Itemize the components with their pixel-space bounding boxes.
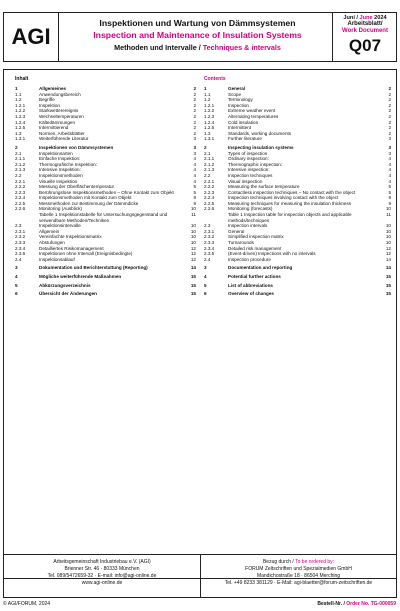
toc-entry-title: Standards, working documents (228, 130, 292, 136)
toc-entry-title: Begriffe (39, 97, 55, 103)
distributor-address: Mandichostraße 18 · 86504 Merching (256, 573, 341, 579)
contents-english (204, 76, 393, 297)
title-english: Inspection and Maintenance of Insulation Systems (93, 30, 302, 40)
toc-entry-number: 2.3.1 (15, 228, 26, 234)
toc-entry-title: Intermittierend (39, 125, 69, 131)
header (3, 12, 397, 62)
toc-entry-page: 2 (388, 130, 391, 136)
toc-entry (15, 291, 198, 297)
toc-entry-number: 2.3.5 (204, 251, 215, 257)
toc-entry-page: 2 (388, 102, 391, 108)
toc-entry-number: 4 (15, 274, 18, 279)
toc-entry-title: Visuelle Inspektion (39, 178, 78, 184)
toc-entry-number: 2.2 (15, 172, 22, 178)
toc-entry (204, 136, 393, 142)
toc-entry-page: 5 (388, 189, 391, 195)
toc-entry-title: Kältedämmungen (39, 119, 76, 125)
toc-entry-title: List of abbreviations (228, 282, 273, 288)
toc-entry-number: 1.2.3 (15, 113, 26, 119)
toc-entry-number: 1.2.2 (15, 108, 26, 114)
toc-entry-page: 2 (193, 86, 196, 91)
toc-entry-title: Anwendungsbereich (39, 91, 81, 97)
toc-entry-title: Documentation and reporting (228, 265, 293, 271)
sheet-label-english: Work Document (342, 28, 388, 34)
toc-entry-page: 4 (193, 161, 196, 167)
toc-entry-title: Thermografische Inspektion: (39, 161, 97, 167)
toc-entry-title: Ordinary inspection: (228, 156, 269, 162)
toc-entry-number: 1.2.5 (15, 125, 26, 131)
document-info (332, 13, 397, 61)
toc-entry (15, 257, 198, 263)
agi-logo: AGI (4, 13, 59, 61)
toc-entry-number: 1.2.2 (204, 108, 215, 114)
toc-entry-title: Terminology (228, 97, 253, 103)
toc-entry-number: 1.1 (15, 91, 22, 97)
toc-entry-page: 2 (193, 113, 196, 119)
toc-entry-number: 2.1.3 (204, 167, 215, 173)
publisher-name: Arbeitsgemeinschaft Industriebau e.V. (AGI) (53, 559, 151, 565)
toc-entry-page: 3 (193, 136, 196, 142)
toc-entry-page: 11 (191, 212, 196, 218)
toc-entry-title: Inspektionsarten (39, 150, 73, 156)
toc-entry-page: 3 (193, 150, 196, 156)
toc-entry-title: Potential further actions (228, 274, 281, 279)
toc-entry-number: 3 (204, 265, 207, 271)
toc-entry-title: Messung der Oberflächentemperatur (39, 184, 115, 190)
toc-entry-number: 2.2.4 (15, 195, 26, 201)
toc-entry-page: 2 (388, 113, 391, 119)
toc-entry-title: Monitoring (forecasts) (228, 206, 273, 212)
toc-entry-number: 2.3.3 (15, 240, 26, 246)
toc-entry-title: Cold insulation (228, 119, 259, 125)
toc-entry-title: General (228, 228, 245, 234)
toc-entry-title: Normen, Arbeitsblätter (39, 130, 85, 136)
toc-entry-title: Mögliche weiterführende Maßnahmen (39, 274, 122, 279)
publisher-info (4, 555, 200, 597)
toc-entry-number: 5 (204, 282, 207, 288)
toc-entry-title: Inspektionsintervalle (39, 223, 81, 229)
toc-entry-number: 2.2.4 (204, 195, 215, 201)
contents-heading-english: Contents (204, 76, 226, 82)
publisher-website: www.agi-online.de (81, 580, 123, 586)
toc-entry-page: 3 (388, 144, 391, 150)
toc-entry-number: 2.2.1 (15, 178, 26, 184)
toc-entry-title: Inspektionsmethoden (39, 172, 83, 178)
toc-entry (204, 291, 393, 297)
toc-entry-number: 2.4 (204, 256, 211, 262)
toc-entry-number: 2.2 (204, 172, 211, 178)
toc-list-german (15, 86, 198, 297)
toc-entry-number: 2.1.1 (15, 156, 26, 162)
contents-german (15, 76, 198, 297)
toc-entry-title: Inspection intervals (228, 223, 268, 229)
toc-entry-title: Inspektion (39, 102, 60, 108)
toc-entry-page: 2 (193, 102, 196, 108)
toc-entry-title: Übersicht der Änderungen (39, 291, 97, 297)
toc-entry-page: 3 (193, 144, 196, 150)
toc-entry-number: 2.2.3 (204, 189, 215, 195)
toc-entry-title: Tabelle 1 Inspektionstabelle für Untersuchungsgegenstand und verwendbare Methoden/Techniken (39, 212, 168, 223)
toc-entry-page: 4 (193, 178, 196, 184)
toc-entry-page: 12 (190, 251, 196, 257)
publisher-address: Brienner Str. 46 · 80333 München (64, 566, 140, 572)
subtitle (64, 43, 331, 52)
order-number (317, 601, 396, 607)
toc-entry-title: (Event-driven) Inspections with no intervals (228, 251, 316, 257)
toc-entry-title: Detailed risk management (228, 245, 282, 251)
date-german: Juni / (343, 15, 358, 21)
order-label (201, 559, 396, 566)
toc-entry-number: 1.2.4 (204, 119, 215, 125)
toc-entry-number: 2.3.4 (15, 245, 26, 251)
sheet-label-german: Arbeitsblatt/ (347, 21, 383, 27)
contents-heading-german: Inhalt (15, 76, 29, 82)
toc-entry-page: 14 (385, 256, 391, 262)
toc-entry-number: 2.3.2 (204, 234, 215, 240)
toc-entry (15, 212, 198, 223)
toc-entry-page: 10 (190, 234, 196, 240)
toc-entry-number: 1 (204, 86, 207, 91)
toc-entry-number: 2.3.5 (15, 251, 26, 257)
distributor-info (200, 555, 396, 597)
toc-entry-number: 6 (204, 291, 207, 297)
copyright: © AGI/FORUM, 2024 (3, 601, 51, 607)
toc-entry-page: 2 (388, 86, 391, 91)
toc-entry-number: 2.4 (15, 256, 22, 262)
toc-entry-page: 4 (388, 156, 391, 162)
toc-entry-title: Visual inspection (228, 178, 263, 184)
toc-entry-page: 10 (385, 228, 391, 234)
toc-entry-number: 3 (15, 265, 18, 271)
toc-entry-page: 2 (193, 108, 196, 114)
toc-entry-number: 1.3 (15, 130, 22, 136)
toc-entry-page: 2 (193, 125, 196, 131)
toc-entry-page: 2 (388, 119, 391, 125)
sheet-label (333, 21, 397, 35)
toc-entry-title: Further literature (228, 136, 262, 142)
toc-entry-number: 2 (15, 144, 18, 150)
toc-entry-title: Abkürzungsverzeichnis (39, 282, 91, 288)
toc-entry-number: 2.2.1 (204, 178, 215, 184)
toc-entry-number: 1 (15, 86, 18, 91)
toc-entry-number: 2.3 (15, 223, 22, 229)
toc-entry-title: Inspection (228, 102, 249, 108)
toc-entry-page: 4 (388, 161, 391, 167)
toc-entry-number: 2.3.1 (204, 228, 215, 234)
toc-entry-title: Inspektionen von Dämmsystemen (39, 144, 114, 150)
toc-entry-number: 5 (15, 282, 18, 288)
toc-entry-number: 4 (204, 274, 207, 279)
toc-list-english (204, 86, 393, 297)
toc-entry-page: 14 (385, 265, 391, 271)
toc-entry-page: 5 (388, 184, 391, 190)
toc-entry-title: Inspektionsmethoden mit Kontakt zum Objekt (39, 195, 132, 201)
publisher-contact: Tel. 089/5472659-32 · E-mail: info@agi-online.de (47, 573, 157, 579)
toc-entry-number: 2.2.5 (204, 200, 215, 206)
toc-entry-number: 2.2.6 (204, 206, 215, 212)
toc-entry-page: 9 (388, 200, 391, 206)
toc-entry-number: 2.1 (204, 150, 211, 156)
toc-entry-page: 2 (193, 97, 196, 103)
toc-entry-page: 3 (388, 150, 391, 156)
toc-entry-title: Berührungslose Inspektionsmethoden – Ohne Kontakt zum Objekt (39, 189, 174, 195)
toc-entry-page: 4 (193, 156, 196, 162)
document-code: Q07 (348, 36, 382, 55)
toc-entry-page: 8 (193, 195, 196, 201)
toc-entry-number: 2.1 (15, 150, 22, 156)
toc-entry-page: 4 (388, 178, 391, 184)
toc-entry-number: 2.1.2 (15, 161, 26, 167)
toc-entry-number: 1.2 (204, 97, 211, 103)
toc-entry (204, 265, 393, 271)
toc-entry-page: 10 (385, 206, 391, 212)
toc-entry-title: Intensive inspection: (228, 167, 270, 173)
order-number-english: Order No. TG-000059 (346, 601, 396, 607)
toc-entry-title: Abstufungen (39, 240, 65, 246)
title-german: Inspektionen und Wartung von Dämmsystemen (99, 18, 296, 28)
toc-entry-title: Inspection techniques involving contact with the object (228, 195, 339, 201)
toc-entry-number: 1.1 (204, 91, 211, 97)
toc-entry-title: Intermittent (228, 125, 251, 131)
toc-entry-title: Inspection techniques (228, 172, 273, 178)
toc-entry-number: 2.3.3 (204, 240, 215, 246)
toc-entry (15, 136, 198, 142)
toc-entry-number: 2.3.4 (204, 245, 215, 251)
toc-entry-page: 14 (190, 265, 196, 271)
toc-entry-page: 5 (193, 184, 196, 190)
order-label-german: Bezug durch / (262, 559, 294, 565)
toc-entry-page: 4 (388, 172, 391, 178)
toc-entry-page: 9 (193, 200, 196, 206)
toc-entry-title: Wechseltemperaturen (39, 113, 84, 119)
toc-entry-title: Inspection procedure (228, 256, 271, 262)
toc-entry (204, 212, 393, 223)
subtitle-german: Methoden und Intervalle / (114, 43, 201, 52)
toc-entry-number: 2.3.2 (15, 234, 26, 240)
toc-entry-page: 2 (388, 91, 391, 97)
toc-entry-number: 2.1.2 (204, 161, 215, 167)
toc-entry-page: 10 (385, 240, 391, 246)
toc-entry-number: 6 (15, 291, 18, 297)
toc-entry-title: Scope (228, 91, 242, 97)
toc-entry-page: 10 (190, 240, 196, 246)
toc-entry-page: 4 (193, 172, 196, 178)
toc-entry-page: 15 (385, 291, 391, 297)
toc-entry (15, 265, 198, 271)
toc-entry-page: 12 (190, 256, 196, 262)
toc-entry-page: 10 (190, 223, 196, 229)
toc-entry-title: Table 1 Inspection table for inspection objects and applicable methods/techniques (228, 212, 352, 223)
toc-entry-page: 2 (193, 119, 196, 125)
toc-entry-number: 1.3.1 (15, 136, 26, 142)
toc-entry-page: 2 (193, 130, 196, 136)
toc-entry-title: Types of inspection (228, 150, 268, 156)
toc-entry-page: 10 (385, 223, 391, 229)
toc-entry-title: Inspektionsablauf (39, 256, 75, 262)
toc-entry-number: 1.2.1 (204, 102, 215, 108)
toc-entry-number: 1.2.5 (204, 125, 215, 131)
toc-entry-page: 15 (385, 282, 391, 288)
subtitle-english: Techniques & intervals (202, 43, 281, 52)
toc-entry-page: 12 (385, 251, 391, 257)
toc-entry (204, 257, 393, 263)
toc-entry-page: 2 (193, 91, 196, 97)
toc-entry-page: 12 (385, 245, 391, 251)
toc-entry (204, 283, 393, 289)
date-year: 2024 (374, 15, 387, 21)
toc-entry-page: 15 (190, 282, 196, 288)
toc-entry-page: 10 (190, 228, 196, 234)
order-label-english: To be ordered by: (295, 559, 335, 565)
toc-entry-number: 2.2.2 (204, 184, 215, 190)
toc-entry-title: Weiterführende Literatur (39, 136, 89, 142)
toc-entry-title: Allgemein (39, 228, 60, 234)
distributor-name: FORUM Zeitschriften und Spezialmedien GmbH (245, 566, 352, 572)
toc-entry-title: Einfache Inspektion: (39, 156, 81, 162)
toc-entry-number: 1.3 (204, 130, 211, 136)
toc-entry-number: 1.2.3 (204, 113, 215, 119)
toc-entry-page: 4 (193, 167, 196, 173)
toc-entry-title: Intensive Inspektion: (39, 167, 81, 173)
toc-entry-page: 8 (388, 195, 391, 201)
toc-entry-title: Simplified inspection matrix (228, 234, 284, 240)
toc-entry-title: Detailliertes Risikomanagement (39, 245, 104, 251)
toc-entry-page: 2 (388, 97, 391, 103)
toc-entry (15, 283, 198, 289)
toc-entry-title: Measuring techniques for measuring the insulation thickness (228, 200, 352, 206)
toc-entry-number: 2.1.3 (15, 167, 26, 173)
contents-box (3, 69, 397, 579)
toc-entry-page: 2 (388, 108, 391, 114)
toc-entry-number: 2.2.6 (15, 206, 26, 212)
toc-entry-page: 5 (193, 189, 196, 195)
toc-entry-page: 10 (385, 234, 391, 240)
toc-entry-page: 4 (388, 167, 391, 173)
toc-entry-page: 12 (190, 245, 196, 251)
date-english: June (359, 15, 373, 21)
toc-entry-number: 1.2.4 (15, 119, 26, 125)
toc-entry-number: 1.2.1 (15, 102, 26, 108)
distributor-contact: Tel. +49 8233 381129 · E-Mail: agi-blaetter@forum-zeitschriften.de (224, 580, 373, 586)
toc-entry-page: 15 (385, 274, 391, 279)
toc-entry-number: 2.2.5 (15, 200, 26, 206)
toc-entry-page: 11 (386, 212, 391, 218)
toc-entry-page: 15 (190, 291, 196, 297)
toc-entry-number: 2.3 (204, 223, 211, 229)
toc-entry-title: Turnarounds (228, 240, 254, 246)
toc-entry-title: Vereinfachte Inspektionsmatrix (39, 234, 102, 240)
toc-entry-title: Alternating temperatures (228, 113, 279, 119)
toc-entry-number: 1.3.1 (204, 136, 215, 142)
toc-entry-number: 2 (204, 144, 207, 150)
toc-entry-title: Inspektionen ohne Intervall (Ereignisbedingte) (39, 251, 133, 257)
toc-entry-title: Extreme weather event (228, 108, 276, 114)
toc-entry (15, 274, 198, 280)
toc-entry-page: 15 (190, 274, 196, 279)
toc-entry-title: Measuring the surface temperature (228, 184, 300, 190)
toc-entry-title: Inspecting insulation systems (228, 144, 294, 150)
toc-entry-number: 1.2 (15, 97, 22, 103)
footer (3, 554, 397, 598)
toc-entry-title: Starkwetterereignis (39, 108, 79, 114)
header-titles (64, 13, 331, 61)
toc-entry-number: 2.1.1 (204, 156, 215, 162)
toc-entry-page: 2 (388, 125, 391, 131)
toc-entry-page: 3 (388, 136, 391, 142)
toc-entry-title: Dokumentation und Berichterstattung (Reporting) (39, 265, 148, 271)
toc-entry-title: Messmethoden zur Bestimmung der Dämmdicke (39, 200, 139, 206)
toc-entry-title: Thermographic inspection: (228, 161, 283, 167)
toc-entry-title: Overview of changes (228, 291, 274, 297)
toc-entry-number: 2.2.3 (15, 189, 26, 195)
toc-entry-title: Contactless inspection techniques – No contact with the object (228, 189, 356, 195)
toc-entry-number: 2.2.2 (15, 184, 26, 190)
toc-entry (204, 274, 393, 280)
toc-entry-page: 10 (190, 206, 196, 212)
toc-entry-title: Monitoring (Ausblick) (39, 206, 82, 212)
toc-entry-title: General (228, 86, 246, 91)
toc-entry-title: Allgemeines (39, 86, 67, 91)
order-number-german: Bestell-Nr. / (317, 601, 345, 607)
